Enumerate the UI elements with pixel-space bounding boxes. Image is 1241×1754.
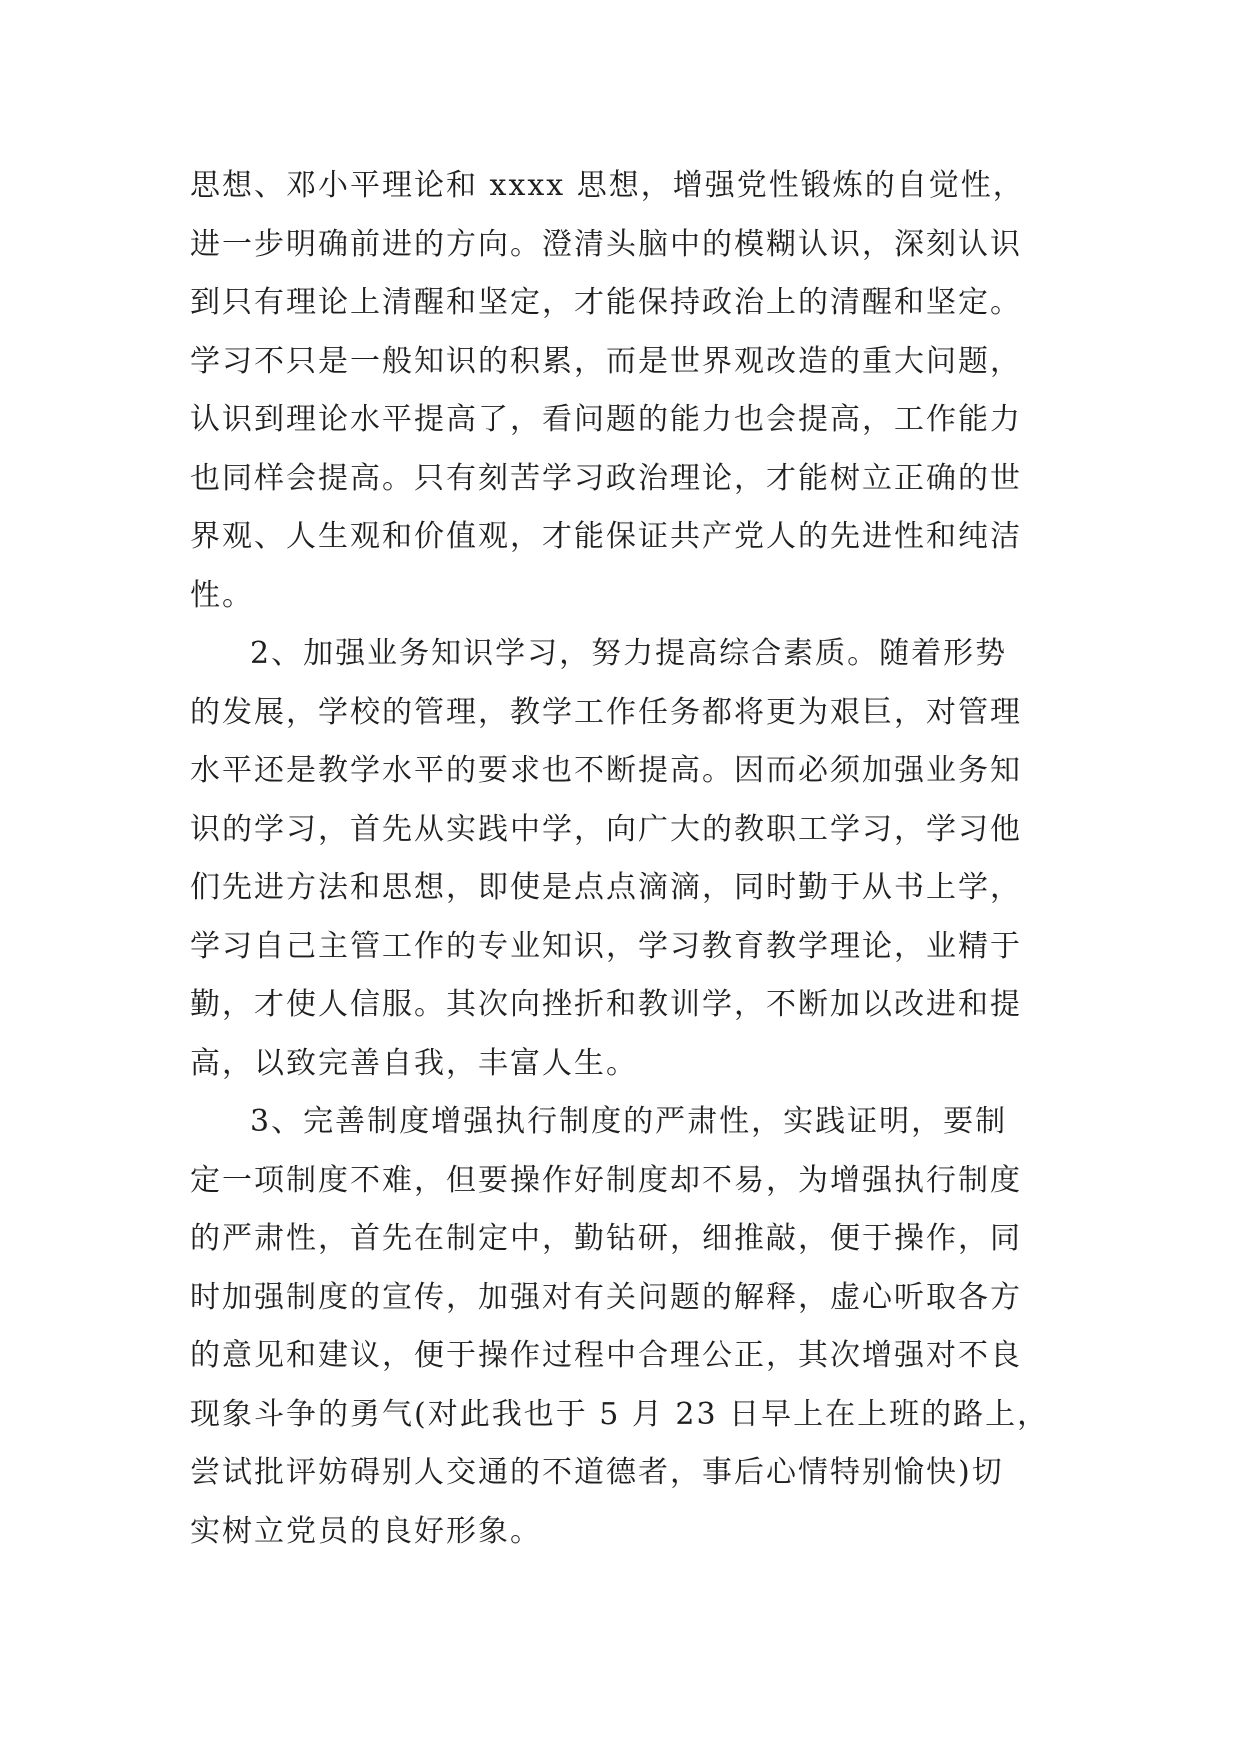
text-line: 2、加强业务知识学习，努力提高综合素质。随着形势 (250, 636, 1008, 671)
text-line: 的严肃性，首先在制定中，勤钻研，细推敲，便于操作，同 (190, 1221, 1022, 1256)
text-line: 定一项制度不难，但要操作好制度却不易，为增强执行制度 (190, 1162, 1022, 1198)
text-line: 高，以致完善自我，丰富人生。 (190, 1045, 638, 1081)
text-line: 进一步明确前进的方向。澄清头脑中的模糊认识，深刻认识 (190, 226, 1022, 262)
text-line: 识的学习，首先从实践中学，向广大的教职工学习，学习他 (190, 811, 1022, 847)
text-line: 的发展，学校的管理，教学工作任务都将更为艰巨，对管理 (190, 694, 1022, 730)
text-line: 水平还是教学水平的要求也不断提高。因而必须加强业务知 (190, 753, 1022, 788)
text-line: 认识到理论水平提高了，看问题的能力也会提高，工作能力 (190, 402, 1022, 437)
text-line: 性。 (190, 577, 254, 613)
text-line: 勤，才使人信服。其次向挫折和教训学，不断加以改进和提 (190, 987, 1022, 1022)
text-line: 现象斗争的勇气(对此我也于 5 月 23 日早上在上班的路上， (190, 1396, 1050, 1432)
text-line: 思想、邓小平理论和 xxxx 思想，增强党性锻炼的自觉性， (190, 168, 1025, 203)
text-line: 到只有理论上清醒和坚定，才能保持政治上的清醒和坚定。 (190, 285, 1022, 320)
text-line: 的意见和建议，便于操作过程中合理公正，其次增强对不良 (190, 1338, 1022, 1373)
text-line: 学习自己主管工作的专业知识，学习教育教学理论，业精于 (190, 928, 1022, 964)
text-line: 学习不只是一般知识的积累，而是世界观改造的重大问题， (190, 343, 1022, 379)
text-line: 也同样会提高。只有刻苦学习政治理论，才能树立正确的世 (190, 460, 1022, 496)
text-line: 们先进方法和思想，即使是点点滴滴，同时勤于从书上学， (190, 870, 1022, 905)
text-line: 时加强制度的宣传，加强对有关问题的解释，虚心听取各方 (190, 1279, 1022, 1315)
document-body (190, 157, 1080, 1561)
text-line: 3、完善制度增强执行制度的严肃性，实践证明，要制 (250, 1104, 1008, 1139)
text-line: 实树立党员的良好形象。 (190, 1513, 542, 1549)
text-line: 尝试批评妨碍别人交通的不道德者，事后心情特别愉快)切 (190, 1455, 1004, 1490)
text-line: 界观、人生观和价值观，才能保证共产党人的先进性和纯洁 (190, 519, 1022, 554)
